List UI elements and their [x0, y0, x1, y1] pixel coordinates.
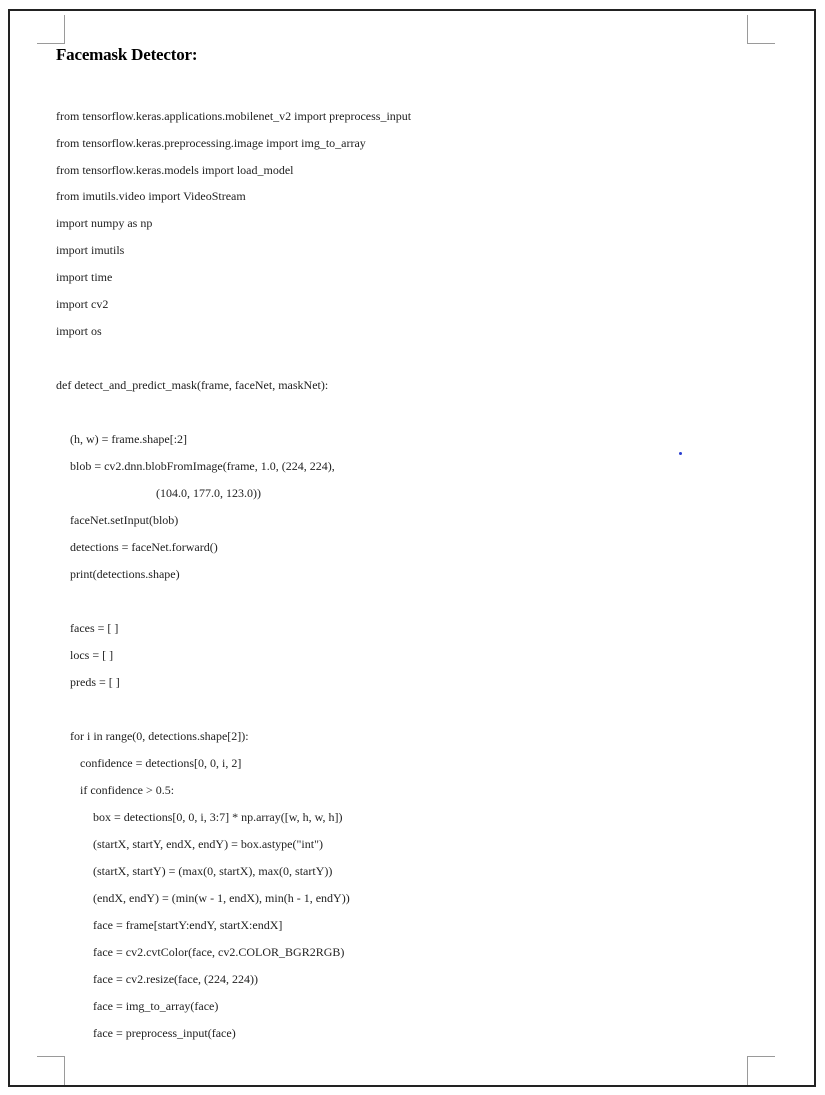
code-line: faceNet.setInput(blob)	[70, 513, 179, 527]
code-line: face = cv2.cvtColor(face, cv2.COLOR_BGR2RGB)	[93, 945, 345, 959]
code-line: confidence = detections[0, 0, i, 2]	[80, 756, 242, 770]
code-line: from imutils.video import VideoStream	[56, 189, 246, 203]
code-line: box = detections[0, 0, i, 3:7] * np.array([w, h, w, h])	[93, 810, 343, 824]
code-line: (104.0, 177.0, 123.0))	[156, 486, 261, 500]
code-line: (startX, startY, endX, endY) = box.astype("int")	[93, 837, 323, 851]
code-line: from tensorflow.keras.preprocessing.image import img_to_array	[56, 136, 366, 150]
code-line: faces = [ ]	[70, 621, 119, 635]
code-line: (h, w) = frame.shape[:2]	[70, 432, 188, 446]
code-line: import time	[56, 270, 113, 284]
document-heading: Facemask Detector:	[56, 45, 198, 64]
code-line: import imutils	[56, 243, 125, 257]
code-line: print(detections.shape)	[70, 567, 180, 581]
code-line: locs = [ ]	[70, 648, 114, 662]
code-line: from tensorflow.keras.models import load_model	[56, 163, 294, 177]
code-line: import cv2	[56, 297, 109, 311]
code-line: preds = [ ]	[70, 675, 120, 689]
code-line: def detect_and_predict_mask(frame, faceNet, maskNet):	[56, 378, 329, 392]
code-line: (startX, startY) = (max(0, startX), max(0, startY))	[93, 864, 333, 878]
code-line: (endX, endY) = (min(w - 1, endX), min(h - 1, endY))	[93, 891, 350, 905]
blue-dot-mark	[679, 452, 682, 455]
code-line: blob = cv2.dnn.blobFromImage(frame, 1.0, (224, 224),	[70, 459, 335, 473]
code-line: face = img_to_array(face)	[93, 999, 219, 1013]
code-line: detections = faceNet.forward()	[70, 540, 218, 554]
code-line: for i in range(0, detections.shape[2]):	[70, 729, 249, 743]
code-line: from tensorflow.keras.applications.mobilenet_v2 import preprocess_input	[56, 109, 412, 123]
code-block	[56, 11, 796, 1085]
code-line: import os	[56, 324, 102, 338]
code-line: if confidence > 0.5:	[80, 783, 175, 797]
code-line: import numpy as np	[56, 216, 153, 230]
code-line: face = frame[startY:endY, startX:endX]	[93, 918, 283, 932]
document-page	[8, 9, 816, 1087]
code-line: face = preprocess_input(face)	[93, 1026, 236, 1040]
code-line: face = cv2.resize(face, (224, 224))	[93, 972, 259, 986]
